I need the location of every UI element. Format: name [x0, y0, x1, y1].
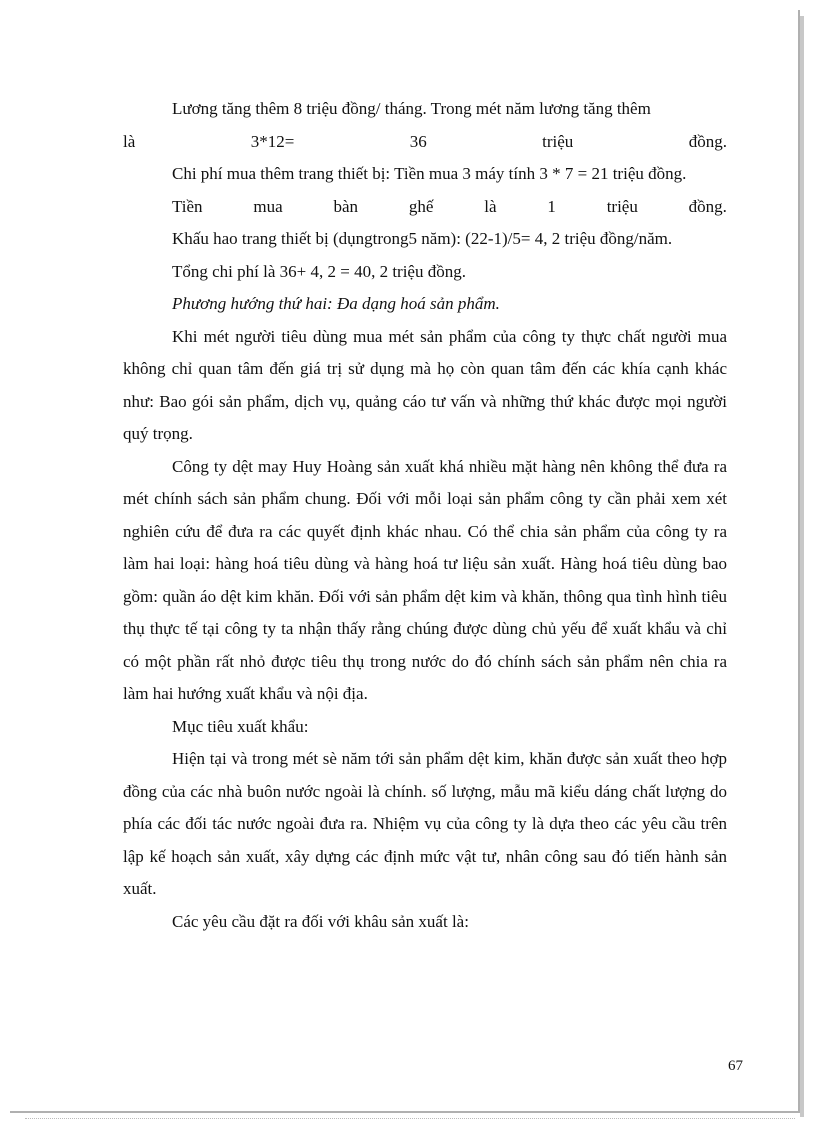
paragraph-company: Công ty dệt may Huy Hoàng sản xuất khá nhiều mặt hàng nên không thể đưa ra mét chính sách sản phẩm chung. Đối với mỗi loại sản phẩm công ty cần phải xem xét nghiên cứu để đưa ra các quyết định khác nhau. Có thể chia sản phẩm của công ty ra làm hai loại: hàng hoá tiêu dùng và hàng hoá tư liệu sản xuất. Hàng hoá tiêu dùng bao gồm: quần áo dệt kim khăn. Đối với sản phẩm dệt kim và khăn, thông qua tình hình tiêu thụ thực tế tại công ty ta nhận thấy rằng chúng được dùng chủ yếu để xuất khẩu và chỉ có một phần rất nhỏ được tiêu thụ trong nước do đó chính sách sản phẩm nên chia ra làm hai hướng xuất khẩu và nội địa.	[123, 456, 727, 703]
section-heading-second-direction: Phương hướng thứ hai: Đa dạng hoá sản phẩm.	[172, 294, 500, 313]
paragraph-total-cost: Tổng chi phí là 36+ 4, 2 = 40, 2 triệu đồng.	[172, 261, 466, 281]
justified-line-furniture	[123, 191, 727, 224]
justified-line-salary-total	[123, 126, 727, 159]
paragraph-salary: Lương tăng thêm 8 triệu đồng/ tháng. Trong mét năm lương tăng thêm	[172, 99, 651, 118]
word: đồng.	[688, 131, 727, 151]
word: 3*12=	[250, 131, 295, 151]
paragraph-depreciation: Khấu hao trang thiết bị (dụngtrong5 năm): (22-1)/5= 4, 2 triệu đồng/năm.	[172, 229, 673, 248]
word: triệu	[542, 131, 574, 151]
paragraph-current: Hiện tại và trong mét sè năm tới sản phẩm dệt kim, khăn được sản xuất theo hợp đồng của các nhà buôn nước ngoài là chính. số lượng, mẫu mã kiểu dáng chất lượng do phía các đối tác nước ngoài đưa ra. Nhiệm vụ của công ty là dựa theo các yêu cầu trên lập kế hoạch sản xuất, xây dựng các định mức vật tư, nhân công sau đó tiến hành sản xuất.	[123, 749, 727, 898]
paragraph-consumer: Khi mét người tiêu dùng mua mét sản phẩm của công ty thực chất người mua không chỉ quan tâm đến giá trị sử dụng mà họ còn quan tâm đến các khía cạnh khác như: Bao gói sản phẩm, dịch vụ, quảng cáo tư vấn và những thứ khác được mọi người quý trọng.	[123, 326, 727, 443]
word: là	[123, 131, 136, 151]
page-number: 67	[728, 1058, 743, 1074]
paragraph-export-goal: Mục tiêu xuất khẩu:	[172, 716, 309, 736]
word: mua	[253, 196, 283, 216]
paragraph-requirements: Các yêu cầu đặt ra đối với khâu sản xuất là:	[172, 911, 469, 931]
word: triệu	[606, 196, 638, 216]
word: là	[484, 196, 497, 216]
word: ghế	[408, 196, 434, 216]
word: 36	[409, 131, 427, 151]
word: Tiền	[172, 196, 203, 216]
word: đồng.	[688, 196, 727, 216]
word: bàn	[333, 196, 359, 216]
word: 1	[547, 196, 556, 216]
document-body	[123, 93, 727, 938]
bottom-dotted-rule	[25, 1118, 795, 1119]
paragraph-equipment: Chi phí mua thêm trang thiết bị: Tiền mua 3 máy tính 3 * 7 = 21 triệu đồng.	[172, 164, 687, 183]
